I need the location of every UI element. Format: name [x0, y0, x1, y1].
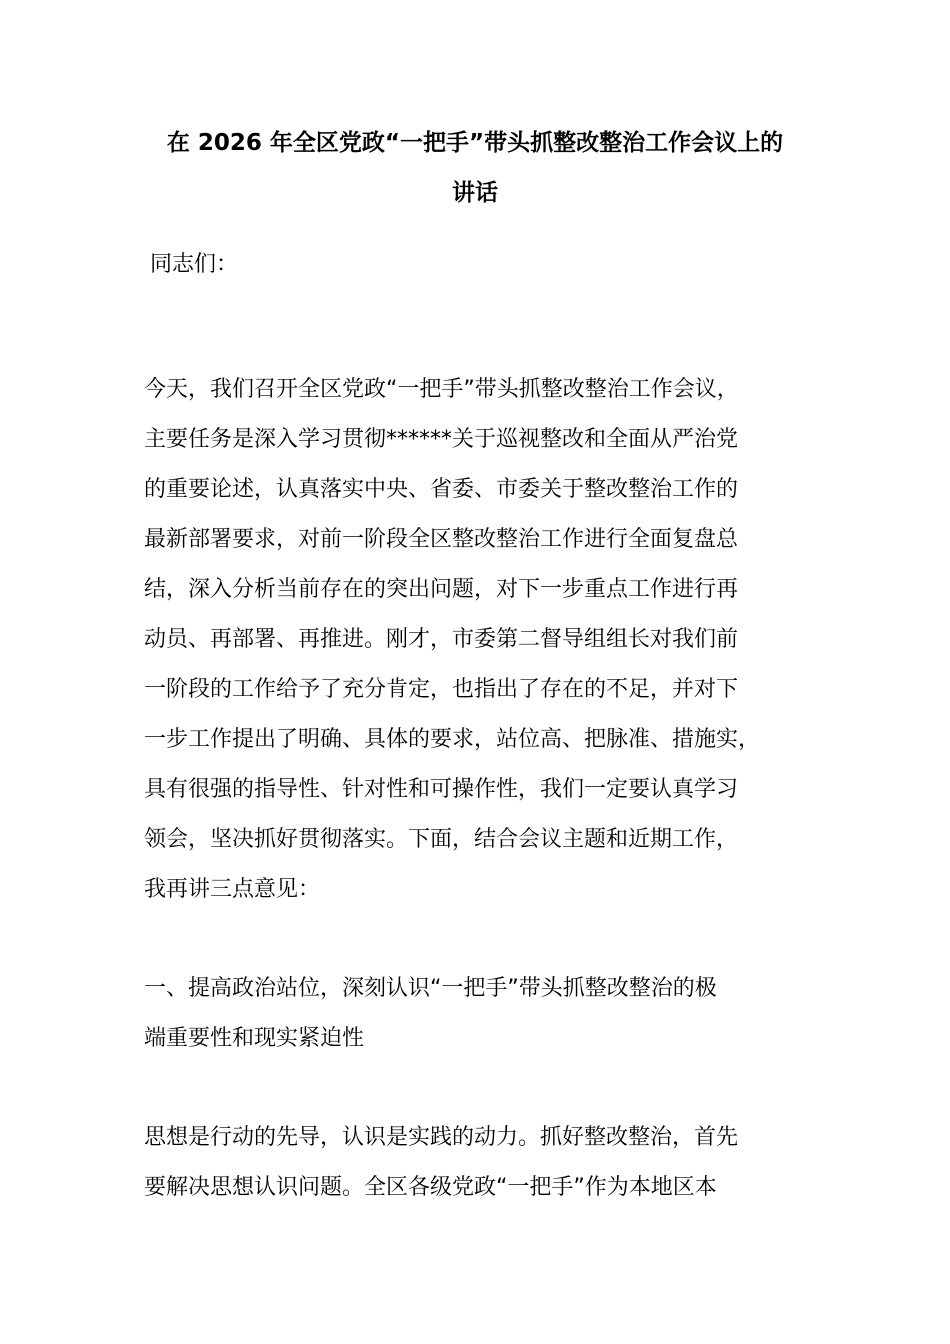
paragraph-line: 一步工作提出了明确、具体的要求，站位高、把脉准、措施实， [144, 727, 761, 752]
paragraph-line: 我再讲三点意见： [144, 877, 321, 902]
intro-paragraph [144, 365, 834, 915]
paragraph-line: 领会，坚决抓好贯彻落实。下面，结合会议主题和近期工作， [144, 827, 739, 852]
paragraph-line: 最新部署要求，对前一阶段全区整改整治工作进行全面复盘总 [144, 527, 739, 552]
title-line: 讲话 [452, 180, 498, 206]
paragraph-line: 的重要论述，认真落实中央、省委、市委关于整改整治工作的 [144, 477, 739, 502]
document-title [130, 118, 820, 218]
heading-line: 一、提高政治站位，深刻认识“一把手”带头抓整改整治的极 [144, 976, 717, 1001]
paragraph-line: 主要任务是深入学习贯彻******关于巡视整改和全面从严治党 [144, 427, 739, 452]
paragraph-line: 一阶段的工作给予了充分肯定，也指出了存在的不足，并对下 [144, 677, 739, 702]
paragraph-line: 动员、再部署、再推进。刚才，市委第二督导组组长对我们前 [144, 627, 739, 652]
paragraph-line: 今天，我们召开全区党政“一把手”带头抓整改整治工作会议， [144, 377, 739, 402]
heading-line: 端重要性和现实紧迫性 [144, 1026, 365, 1051]
section-heading [144, 964, 834, 1064]
title-line: 在 2026 年全区党政“一把手”带头抓整改整治工作会议上的 [166, 130, 784, 156]
paragraph-line: 结，深入分析当前存在的突出问题，对下一步重点工作进行再 [144, 577, 739, 602]
paragraph-line: 要解决思想认识问题。全区各级党政“一把手”作为本地区本 [144, 1175, 717, 1200]
paragraph-line: 思想是行动的先导，认识是实践的动力。抓好整改整治，首先 [144, 1125, 739, 1150]
salutation: 同志们： [150, 252, 239, 277]
paragraph-line: 具有很强的指导性、针对性和可操作性，我们一定要认真学习 [144, 777, 739, 802]
section-paragraph [144, 1113, 834, 1213]
